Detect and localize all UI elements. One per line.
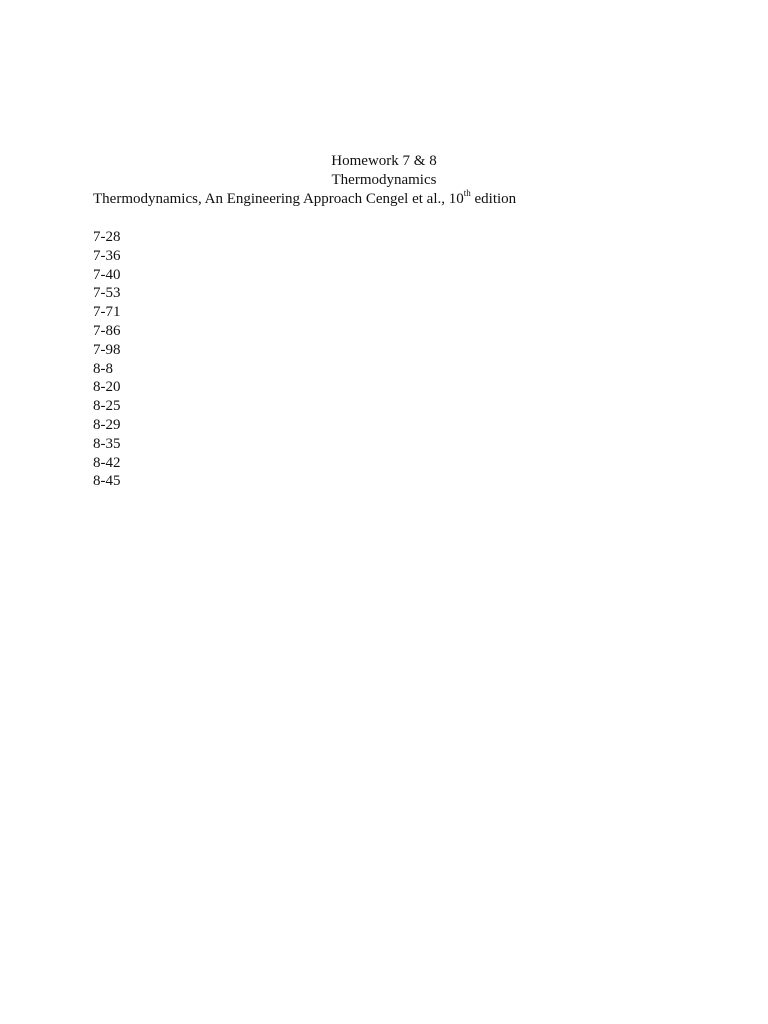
problem-item: 7-71 — [93, 304, 121, 321]
problem-item: 7-86 — [93, 322, 121, 339]
problem-item: 7-28 — [93, 229, 121, 245]
problem-item: 7-98 — [93, 341, 121, 358]
textbook-reference — [93, 190, 516, 208]
problem-item: 8-29 — [93, 416, 121, 433]
document-course-name: Thermodynamics — [331, 172, 437, 188]
problem-item: 8-20 — [93, 379, 121, 396]
problem-item: 8-8 — [93, 360, 113, 377]
problem-item: 8-45 — [93, 473, 121, 490]
problem-item: 7-40 — [93, 266, 121, 283]
problem-item: 8-25 — [93, 398, 121, 415]
problem-item: 7-36 — [93, 247, 121, 264]
document-title: Homework 7 & 8 — [331, 153, 437, 169]
problem-item: 8-35 — [93, 435, 121, 452]
textbook-reference-main: Thermodynamics, An Engineering Approach Cengel et al., 10 — [93, 191, 464, 207]
problem-list — [93, 228, 121, 491]
edition-ordinal-superscript: th — [463, 188, 471, 198]
textbook-reference-suffix: edition — [470, 191, 517, 207]
problem-item: 7-53 — [93, 285, 121, 302]
problem-item: 8-42 — [93, 454, 121, 471]
